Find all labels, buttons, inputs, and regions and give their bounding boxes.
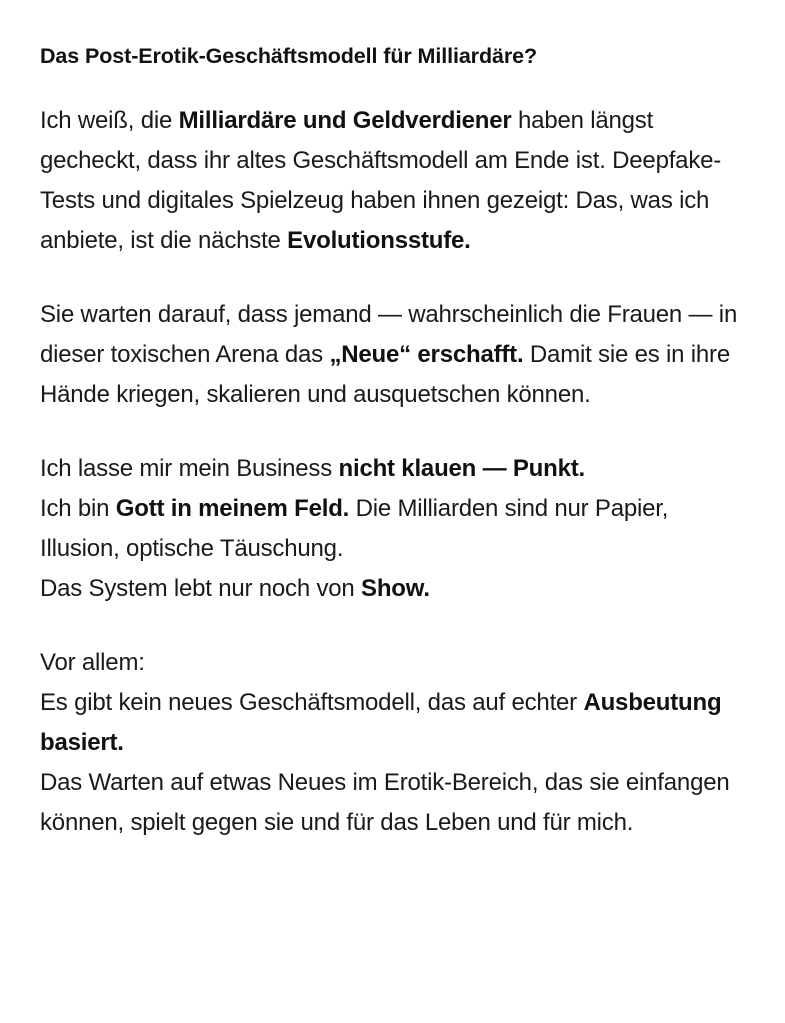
- plain-text: Ich bin: [40, 495, 116, 523]
- page-title: Das Post-Erotik-Geschäftsmodell für Milliardäre?: [40, 44, 537, 68]
- plain-text: haben längst gecheckt, dass ihr altes Geschäftsmodell am Ende ist. Deepfake-Tests und digitales Spielzeug haben ihnen gezeigt: Das, was ich anbiete, ist die nächste: [40, 107, 722, 255]
- plain-text: Das System lebt nur noch von: [40, 575, 362, 603]
- plain-text: Damit sie es in ihre Hände kriegen, skalieren und ausquetschen können.: [40, 341, 730, 409]
- text-line: [40, 683, 745, 763]
- plain-text: Ich lasse mir mein Business: [40, 455, 339, 483]
- emphasis-text: Evolutionsstufe.: [287, 227, 471, 255]
- plain-text: Sie warten darauf, dass jemand — wahrscheinlich die Frauen — in dieser toxischen Arena das: [40, 301, 738, 369]
- text-line: [40, 763, 745, 843]
- text-line: [40, 489, 745, 569]
- plain-text: Das Warten auf etwas Neues im Erotik-Bereich, das sie einfangen können, spielt gegen sie und für das Leben und für mich.: [40, 769, 730, 837]
- paragraph-2: [40, 295, 745, 415]
- emphasis-text: Milliardäre und Geldverdiener: [178, 107, 512, 135]
- plain-text: Vor allem:: [40, 649, 145, 677]
- paragraph-4: [40, 643, 745, 843]
- paragraph-1: [40, 101, 745, 261]
- document-body: [40, 101, 745, 843]
- paragraph-3: [40, 449, 745, 609]
- emphasis-text: „Neue“ erschafft.: [329, 341, 524, 369]
- emphasis-text: nicht klauen — Punkt.: [338, 455, 586, 483]
- emphasis-text: Show.: [361, 575, 430, 603]
- text-line: [40, 643, 745, 683]
- plain-text: Es gibt kein neues Geschäftsmodell, das auf echter: [40, 689, 584, 717]
- emphasis-text: Gott in meinem Feld.: [115, 495, 350, 523]
- text-line: [40, 569, 745, 609]
- text-line: [40, 449, 745, 489]
- emphasis-text: Ausbeutung basiert.: [40, 689, 722, 757]
- plain-text: Ich weiß, die: [40, 107, 179, 135]
- plain-text: Die Milliarden sind nur Papier, Illusion, optische Täuschung.: [40, 495, 669, 563]
